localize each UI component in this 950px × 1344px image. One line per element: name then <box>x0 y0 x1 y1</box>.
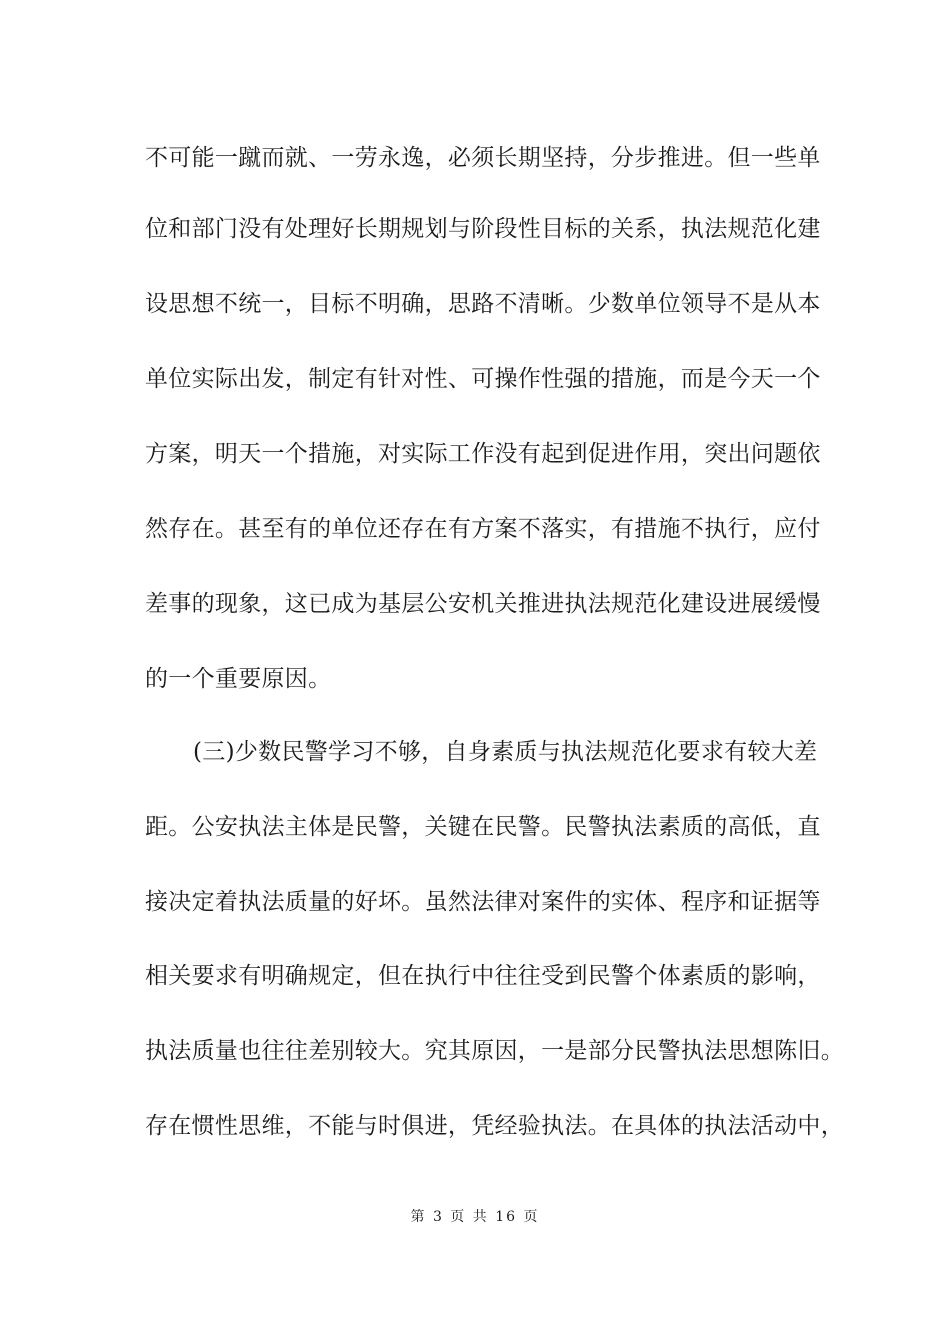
paragraph-line: 相关要求有明确规定，但在执行中往往受到民警个体素质的影响， <box>145 963 821 989</box>
paragraph-line: 单位实际出发，制定有针对性、可操作性强的措施，而是今天一个 <box>145 366 821 392</box>
paragraph-line: 不可能一蹴而就、一劳永逸，必须长期坚持，分步推进。但一些单 <box>145 145 821 171</box>
paragraph-line: 的一个重要原因。 <box>145 666 332 692</box>
paragraph-line: 方案，明天一个措施，对实际工作没有起到促进作用，突出问题依 <box>145 441 821 467</box>
paragraph-line: 然存在。甚至有的单位还存在有方案不落实，有措施不执行，应付 <box>145 516 821 542</box>
paragraph-line: 设思想不统一，目标不明确，思路不清晰。少数单位领导不是从本 <box>145 291 821 317</box>
paragraph-line: 差事的现象，这已成为基层公安机关推进执法规范化建设进展缓慢 <box>145 591 821 617</box>
paragraph-line: 距。公安执法主体是民警，关键在民警。民警执法素质的高低，直 <box>145 814 821 840</box>
paragraph-line: 接决定着执法质量的好坏。虽然法律对案件的实体、程序和证据等 <box>145 889 821 915</box>
paragraph-line: 执法质量也往往差别较大。究其原因，一是部分民警执法思想陈旧。 <box>145 1038 844 1064</box>
paragraph-line: 存在惯性思维，不能与时俱进，凭经验执法。在具体的执法活动中， <box>145 1113 844 1139</box>
section-heading-line: (三)少数民警学习不够，自身素质与执法规范化要求有较大差 <box>193 739 818 765</box>
paragraph-line: 位和部门没有处理好长期规划与阶段性目标的关系，执法规范化建 <box>145 216 821 242</box>
page-number-footer: 第 3 页 共 16 页 <box>410 1209 540 1225</box>
